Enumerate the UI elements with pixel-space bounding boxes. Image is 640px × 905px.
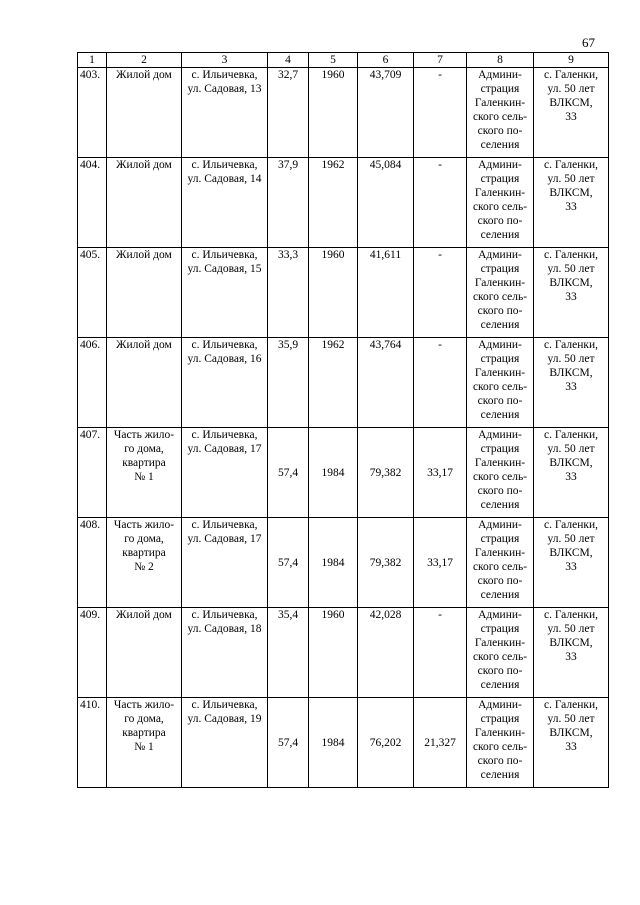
header-cell: 8: [467, 53, 534, 68]
address-cell-text: с. Ильичевка, ул. Садовая, 19: [187, 699, 262, 725]
year-cell: [309, 248, 358, 338]
address-cell: [182, 518, 268, 608]
holder-cell-text: Админи- страция Галенкин- ского сель- ского по- селения: [472, 609, 528, 691]
residual-value-cell-text: -: [438, 69, 442, 81]
balance-value-cell-text: 43,764: [369, 339, 402, 351]
table-row: [78, 698, 609, 788]
header-cell: 3: [182, 53, 268, 68]
row-number-cell: [78, 248, 107, 338]
header-cell: 2: [107, 53, 182, 68]
holder-cell: [467, 68, 534, 158]
residual-value-cell-text: 33,17: [427, 556, 453, 569]
address-cell: [182, 248, 268, 338]
residual-value-cell: [414, 518, 467, 608]
area-cell-text: 37,9: [277, 159, 299, 171]
year-cell-text: 1960: [321, 69, 345, 81]
header-cell: 6: [358, 53, 414, 68]
address-cell: [182, 608, 268, 698]
holder-address-cell-text: с. Галенки, ул. 50 лет ВЛКСМ, 33: [543, 519, 599, 573]
area-cell: [268, 518, 309, 608]
holder-cell-text: Админи- страция Галенкин- ского сель- ского по- селения: [472, 69, 528, 151]
residual-value-cell: [414, 248, 467, 338]
balance-value-cell-text: 45,084: [369, 159, 402, 171]
holder-address-cell: [534, 338, 609, 428]
balance-value-cell: [358, 158, 414, 248]
row-number-cell-text: 407.: [80, 429, 101, 441]
area-cell: [268, 698, 309, 788]
holder-address-cell-text: с. Галенки, ул. 50 лет ВЛКСМ, 33: [543, 339, 599, 393]
area-cell: [268, 248, 309, 338]
row-number-cell: [78, 338, 107, 428]
holder-address-cell-text: с. Галенки, ул. 50 лет ВЛКСМ, 33: [543, 699, 599, 753]
object-name-cell-text: Жилой дом: [116, 339, 172, 351]
table-row: [78, 428, 609, 518]
holder-cell: [467, 158, 534, 248]
object-name-cell: [107, 68, 182, 158]
area-cell-text: 35,9: [277, 339, 299, 351]
row-number-cell-text: 403.: [80, 69, 101, 81]
address-cell-text: с. Ильичевка, ул. Садовая, 14: [187, 159, 262, 185]
year-cell-text: 1984: [321, 556, 345, 569]
object-name-cell-text: Жилой дом: [116, 609, 172, 621]
table-body: [78, 68, 609, 788]
page-number: 67: [582, 35, 595, 50]
residual-value-cell-text: -: [438, 339, 442, 351]
holder-cell-text: Админи- страция Галенкин- ского сель- ского по- селения: [472, 429, 528, 511]
year-cell: [309, 68, 358, 158]
balance-value-cell-text: 79,382: [369, 466, 402, 479]
object-name-cell-text: Часть жило- го дома, квартира № 1: [113, 699, 175, 753]
row-number-cell-text: 406.: [80, 339, 101, 351]
residual-value-cell-text: -: [438, 609, 442, 621]
year-cell-text: 1960: [321, 249, 345, 261]
year-cell-text: 1984: [321, 736, 345, 749]
residual-value-cell-text: 33,17: [427, 466, 453, 479]
header-row: [78, 53, 609, 68]
holder-address-cell-text: с. Галенки, ул. 50 лет ВЛКСМ, 33: [543, 159, 599, 213]
balance-value-cell: [358, 68, 414, 158]
residual-value-cell: [414, 428, 467, 518]
holder-address-cell-text: с. Галенки, ул. 50 лет ВЛКСМ, 33: [543, 69, 599, 123]
balance-value-cell-text: 41,611: [369, 249, 402, 261]
balance-value-cell: [358, 338, 414, 428]
object-name-cell: [107, 338, 182, 428]
row-number-cell: [78, 518, 107, 608]
row-number-cell-text: 408.: [80, 519, 101, 531]
address-cell-text: с. Ильичевка, ул. Садовая, 18: [187, 609, 262, 635]
row-number-cell-text: 410.: [80, 699, 101, 711]
balance-value-cell: [358, 428, 414, 518]
holder-address-cell-text: с. Галенки, ул. 50 лет ВЛКСМ, 33: [543, 609, 599, 663]
address-cell: [182, 158, 268, 248]
holder-address-cell: [534, 518, 609, 608]
balance-value-cell-text: 79,382: [369, 556, 402, 569]
year-cell: [309, 518, 358, 608]
holder-address-cell: [534, 248, 609, 338]
row-number-cell: [78, 158, 107, 248]
object-name-cell: [107, 518, 182, 608]
holder-address-cell: [534, 698, 609, 788]
area-cell-text: 32,7: [277, 69, 299, 81]
area-cell: [268, 608, 309, 698]
balance-value-cell: [358, 248, 414, 338]
table-row: [78, 518, 609, 608]
row-number-cell: [78, 608, 107, 698]
year-cell: [309, 158, 358, 248]
area-cell: [268, 68, 309, 158]
residual-value-cell-text: 21,327: [424, 736, 456, 749]
table-row: [78, 248, 609, 338]
object-name-cell-text: Жилой дом: [116, 249, 172, 261]
year-cell: [309, 428, 358, 518]
object-name-cell: [107, 608, 182, 698]
area-cell: [268, 158, 309, 248]
holder-address-cell: [534, 608, 609, 698]
residual-value-cell: [414, 608, 467, 698]
object-name-cell: [107, 428, 182, 518]
object-name-cell-text: Часть жило- го дома, квартира № 2: [113, 519, 175, 573]
holder-cell: [467, 518, 534, 608]
residual-value-cell-text: -: [438, 159, 442, 171]
residual-value-cell: [414, 68, 467, 158]
area-cell: [268, 338, 309, 428]
row-number-cell-text: 405.: [80, 249, 101, 261]
table-row: [78, 608, 609, 698]
holder-cell-text: Админи- страция Галенкин- ского сель- ского по- селения: [472, 159, 528, 241]
balance-value-cell: [358, 608, 414, 698]
table-row: [78, 338, 609, 428]
area-cell-text: 35,4: [277, 609, 299, 621]
address-cell-text: с. Ильичевка, ул. Садовая, 17: [187, 429, 262, 455]
object-name-cell-text: Жилой дом: [116, 159, 172, 171]
object-name-cell: [107, 248, 182, 338]
header-cell: 4: [268, 53, 309, 68]
year-cell: [309, 338, 358, 428]
balance-value-cell: [358, 518, 414, 608]
area-cell: [268, 428, 309, 518]
table-row: [78, 158, 609, 248]
address-cell-text: с. Ильичевка, ул. Садовая, 17: [187, 519, 262, 545]
holder-cell-text: Админи- страция Галенкин- ского сель- ского по- селения: [472, 699, 528, 781]
holder-cell: [467, 428, 534, 518]
holder-cell: [467, 338, 534, 428]
address-cell-text: с. Ильичевка, ул. Садовая, 13: [187, 69, 262, 95]
balance-value-cell-text: 42,028: [369, 609, 402, 621]
area-cell-text: 57,4: [277, 736, 299, 749]
row-number-cell-text: 404.: [80, 159, 101, 171]
area-cell-text: 33,3: [277, 249, 299, 261]
address-cell-text: с. Ильичевка, ул. Садовая, 16: [187, 339, 262, 365]
row-number-cell: [78, 698, 107, 788]
balance-value-cell: [358, 698, 414, 788]
residual-value-cell: [414, 338, 467, 428]
holder-address-cell-text: с. Галенки, ул. 50 лет ВЛКСМ, 33: [543, 429, 599, 483]
address-cell: [182, 698, 268, 788]
row-number-cell: [78, 68, 107, 158]
row-number-cell: [78, 428, 107, 518]
holder-cell: [467, 698, 534, 788]
address-cell: [182, 68, 268, 158]
row-number-cell-text: 409.: [80, 609, 101, 621]
residual-value-cell: [414, 698, 467, 788]
holder-cell: [467, 608, 534, 698]
balance-value-cell-text: 43,709: [369, 69, 402, 81]
year-cell-text: 1960: [321, 609, 345, 621]
holder-address-cell: [534, 158, 609, 248]
header-cell: 5: [309, 53, 358, 68]
area-cell-text: 57,4: [277, 466, 299, 479]
header-cell: 7: [414, 53, 467, 68]
holder-address-cell-text: с. Галенки, ул. 50 лет ВЛКСМ, 33: [543, 249, 599, 303]
object-name-cell: [107, 158, 182, 248]
holder-address-cell: [534, 68, 609, 158]
year-cell-text: 1984: [321, 466, 345, 479]
holder-cell-text: Админи- страция Галенкин- ского сель- ского по- селения: [472, 339, 528, 421]
address-cell: [182, 338, 268, 428]
table-row: [78, 68, 609, 158]
address-cell: [182, 428, 268, 518]
holder-cell: [467, 248, 534, 338]
balance-value-cell-text: 76,202: [369, 736, 402, 749]
holder-address-cell: [534, 428, 609, 518]
year-cell-text: 1962: [321, 339, 345, 351]
year-cell: [309, 698, 358, 788]
residual-value-cell-text: -: [438, 249, 442, 261]
address-cell-text: с. Ильичевка, ул. Садовая, 15: [187, 249, 262, 275]
holder-cell-text: Админи- страция Галенкин- ского сель- ского по- селения: [472, 249, 528, 331]
residual-value-cell: [414, 158, 467, 248]
object-name-cell-text: Часть жило- го дома, квартира № 1: [113, 429, 175, 483]
year-cell: [309, 608, 358, 698]
header-cell: 9: [534, 53, 609, 68]
object-name-cell: [107, 698, 182, 788]
object-name-cell-text: Жилой дом: [116, 69, 172, 81]
year-cell-text: 1962: [321, 159, 345, 171]
holder-cell-text: Админи- страция Галенкин- ского сель- ского по- селения: [472, 519, 528, 601]
header-cell: 1: [78, 53, 107, 68]
area-cell-text: 57,4: [277, 556, 299, 569]
property-registry-table: [77, 52, 609, 788]
